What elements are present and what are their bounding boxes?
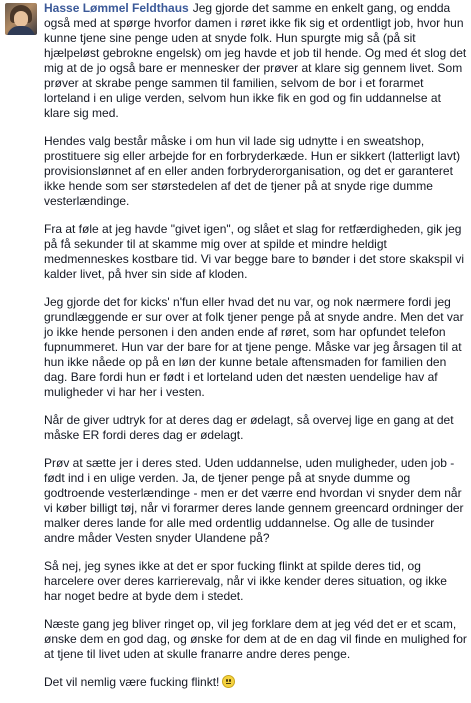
- comment-paragraph-6: Prøv at sætte jer i deres sted. Uden uddannelse, uden muligheder, uden job - født ind i en ulige verden. Ja, de tjener penge på at snyde dumme og godtroende vesterlændinge - men er det værre end hvordan vi snyder dem når vi køber billigt tøj, når vi forarmer deres lande gennem greencard ordninger der malker deres lande for alle med ordentlig uddannelse. Og alle de tusinder andre måder Vesten snyder Ulandene på?: [44, 456, 464, 545]
- author-name-link[interactable]: Hasse Lømmel Feldthaus: [44, 1, 189, 15]
- paragraph-text: Det vil nemlig være fucking flinkt!: [44, 675, 220, 689]
- avatar-shoulders: [7, 26, 35, 35]
- comment-paragraph-8: Næste gang jeg bliver ringet op, vil jeg forklare dem at jeg véd det er et scam, ønske dem en god dag, og ønske for dem at de en dag vil finde en mulighed for at tjene til livet uden at skulle franarre andre deres penge.: [44, 617, 467, 661]
- smiley-emoji-icon: [222, 675, 235, 688]
- avatar[interactable]: [5, 3, 37, 35]
- comment-paragraph-5: Når de giver udtryk for at deres dag er ødelagt, så overvej lige en gang at det måske ER fordi deres dag er ødelagt.: [44, 413, 454, 442]
- comment-body: [44, 0, 467, 703]
- paragraph-text: Jeg gjorde det samme en enkelt gang, og endda også med at spørge hvorfor damen i røret ikke fik sig et ordentligt job, hvor hun kunne tjene sine penge uden at snyde folk. Hun spurgte mig så (på sit hjælpeløst gebrokne engelsk) om jeg havde et job til hende. Og med ét slog det mig at de jo også bare er mennesker der prøver at klare sig gennem livet. Som prøver at skrabe penge sammen til familien, selvom de bor i et forarmet lorteland i en ulige verden, selvom hun ikke fik en god og fin uddannelse at klare sig med.: [44, 1, 467, 120]
- comment-paragraph-9: [44, 675, 467, 690]
- comment-paragraph-4: Jeg gjorde det for kicks' n'fun eller hvad det nu var, og nok nærmere fordi jeg grundlæggende er sur over at folk tjener penge på at snyde andre. Men det var jo ikke hende personen i den anden ende af røret, som har opfundet telefon fupnummeret. Hun var der bare for at tjene penge. Måske var jeg årsagen til at hun ikke nåede op på en løn der kunne betale aftensmaden for familien den dag. Bare fordi hun er født i et lorteland uden det næsten uendelige hav af muligheder vi har her i vesten.: [44, 295, 464, 399]
- comment-paragraph-3: Fra at føle at jeg havde "givet igen", og slået et slag for retfærdigheden, gik jeg på få sekunder til at skamme mig over at spilde et mindre heldigt medmenneskes kostbare tid. Vi var begge bare to bønder i det store skakspil vi kalder livet, på hver sin side af kloden.: [44, 222, 464, 281]
- comment-paragraph-7: Så nej, jeg synes ikke at det er spor fucking flinkt at spilde deres tid, og harcelere over deres karrierevalg, når vi ikke kender deres situation, og ikke har noget bedre at byde dem i stedet.: [44, 559, 447, 603]
- comment-paragraph-2: Hendes valg består måske i om hun vil lade sig udnytte i en sweatshop, prostituere sig eller arbejde for en forbryderkæde. Hun er sikkert (latterligt lavt) provisionslønnet af en eller anden forbryderorganisation, og det er garanteret ikke hende som ser størstedelen af det de tjener på at snyde rige dumme vesterlændinge.: [44, 134, 461, 208]
- comment-paragraph-1: [44, 1, 467, 121]
- avatar-face: [14, 11, 28, 27]
